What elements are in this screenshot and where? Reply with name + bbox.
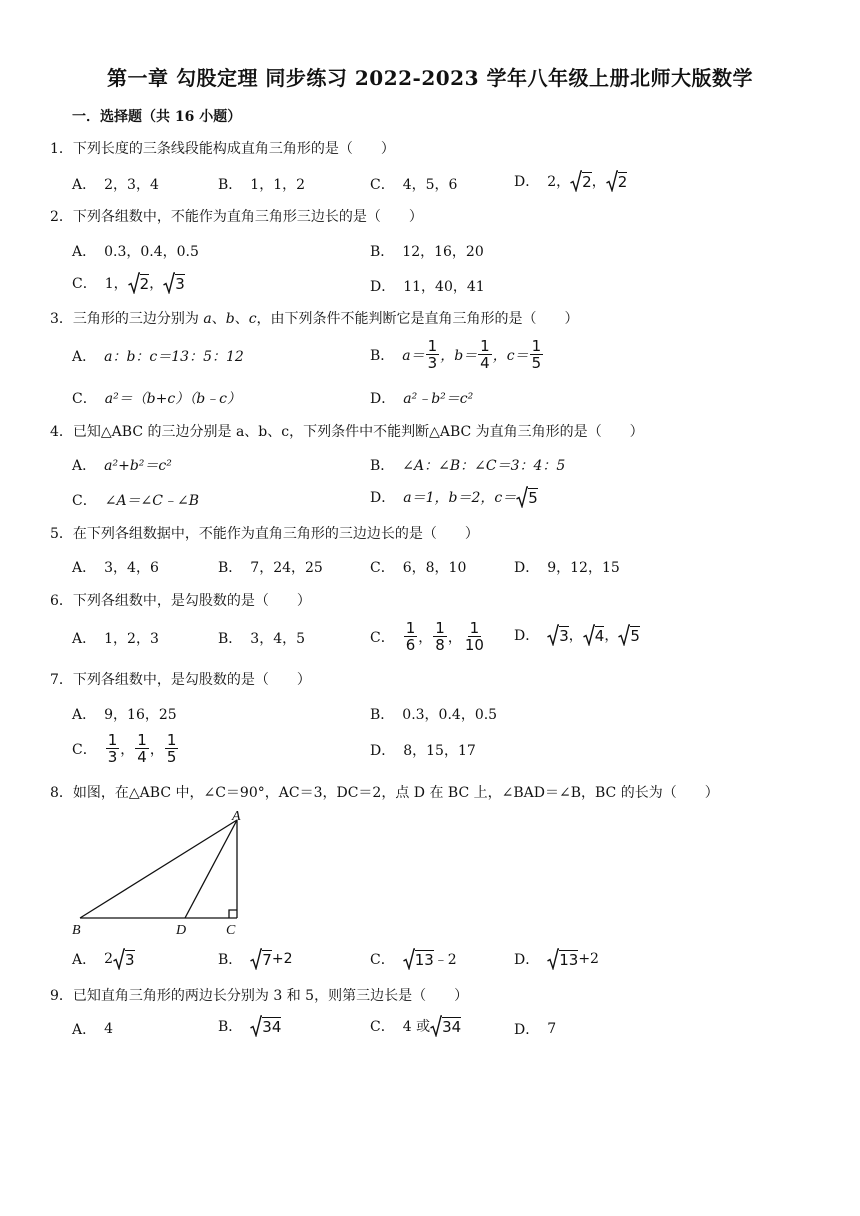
right-angle-mark <box>229 910 237 918</box>
point-label-c: C <box>226 923 236 938</box>
q4-option-d[interactable]: D． a＝1，b＝2，c＝ 5 <box>370 486 538 508</box>
fraction: $\frac{1}{4}$ <box>137 731 147 766</box>
q8-option-a[interactable]: A． 2 3 <box>72 948 135 970</box>
q1-option-b[interactable]: B． 1，1，2 <box>218 177 306 193</box>
radical-icon <box>606 170 618 192</box>
q6-option-a[interactable]: A． 1，2，3 <box>72 631 159 647</box>
q5-option-a[interactable]: A． 3，4，6 <box>72 560 159 576</box>
radical-icon <box>250 948 262 970</box>
radical-icon <box>547 948 559 970</box>
q6-option-b[interactable]: B． 3，4，5 <box>218 631 306 647</box>
radical-icon <box>618 624 630 646</box>
segment-ad <box>185 820 237 918</box>
q5-option-d[interactable]: D． 9，12，15 <box>514 560 620 576</box>
q8-option-d[interactable]: D． 13 +2 <box>514 948 599 970</box>
q3-option-d[interactable]: D． a²﹣b²＝c² <box>370 391 474 407</box>
q9-option-d[interactable]: D． 7 <box>514 1021 557 1038</box>
q6-option-c[interactable]: C． $\frac{1}{6}$ ， $\frac{1}{8}$ ， $\frac{1}{10}$ <box>370 619 484 654</box>
q3-option-b[interactable]: B． a＝ $\frac{1}{3}$ ，b＝ $\frac{1}{4}$ ，c＝ $\frac{1}{5}$ <box>370 337 542 372</box>
q1-option-c[interactable]: C． 4，5，6 <box>370 177 458 193</box>
radical-icon <box>547 624 559 646</box>
question-3: 3．三角形的三边分别为 a、b、c，由下列条件不能判断它是直角三角形的是（ ） <box>50 311 579 327</box>
radical-icon <box>250 1015 262 1037</box>
q6-option-d[interactable]: D． 3 ， 4 ， 5 <box>514 624 640 646</box>
q5-option-b[interactable]: B． 7，24，25 <box>218 560 323 576</box>
triangle-diagram <box>70 808 260 938</box>
question-5: 5．在下列各组数据中，不能作为直角三角形的三边边长的是（ ） <box>50 526 479 542</box>
q3-option-c[interactable]: C． a²＝（b+c）（b﹣c） <box>72 391 242 407</box>
point-label-b: B <box>72 923 81 938</box>
q9-option-c[interactable]: C． 4 或 34 <box>370 1015 461 1037</box>
question-7: 7．下列各组数中，是勾股数的是（ ） <box>50 672 311 688</box>
fraction: $\frac{1}{5}$ <box>531 337 542 372</box>
fraction: $\frac{1}{3}$ <box>107 731 118 766</box>
radical-icon <box>583 624 595 646</box>
question-4: 4．已知△ABC 的三边分别是 a、b、c，下列条件中不能判断△ABC 为直角三角形的是（ ） <box>50 424 644 440</box>
q2-option-b[interactable]: B． 12，16，20 <box>370 244 484 260</box>
q7-option-b[interactable]: B． 0.3，0.4，0.5 <box>370 707 498 723</box>
q9-option-b[interactable]: B． 34 <box>218 1015 281 1037</box>
q7-option-d[interactable]: D． 8，15，17 <box>370 743 476 759</box>
fraction: $\frac{1}{10}$ <box>464 619 484 654</box>
page-title: 第一章 勾股定理 同步练习 2022-2023 学年八年级上册北师大版数学 <box>107 66 753 90</box>
radical-icon <box>403 948 415 970</box>
radical-icon <box>163 272 175 294</box>
radical-icon <box>516 486 528 508</box>
question-8: 8．如图，在△ABC 中，∠C＝90°，AC＝3，DC＝2，点 D 在 BC 上，∠BAD＝∠B，BC 的长为（ ） <box>50 785 719 801</box>
q3-option-a[interactable]: A． a：b：c＝13：5：12 <box>72 349 244 365</box>
question-1: 1．下列长度的三条线段能构成直角三角形的是（ ） <box>50 141 395 157</box>
radical-icon <box>430 1015 442 1037</box>
fraction: $\frac{1}{5}$ <box>166 731 177 766</box>
fraction: $\frac{1}{3}$ <box>427 337 438 372</box>
question-2: 2．下列各组数中，不能作为直角三角形三边长的是（ ） <box>50 209 423 225</box>
q2-option-c[interactable]: C． 1， 2 ， 3 <box>72 272 185 294</box>
q2-option-d[interactable]: D． 11，40，41 <box>370 279 485 295</box>
q4-option-a[interactable]: A． a²+b²＝c² <box>72 458 172 474</box>
q4-option-b[interactable]: B． ∠A：∠B：∠C＝3：4：5 <box>370 458 566 474</box>
q7-option-c[interactable]: C． $\frac{1}{3}$ ， $\frac{1}{4}$ ， $\frac{1}{5}$ <box>72 731 177 766</box>
q4-option-c[interactable]: C． ∠A＝∠C﹣∠B <box>72 493 200 509</box>
q9-option-a[interactable]: A． 4 <box>72 1021 114 1038</box>
q2-option-a[interactable]: A． 0.3，0.4，0.5 <box>72 244 199 260</box>
q8-option-b[interactable]: B． 7 +2 <box>218 948 292 970</box>
radical-icon <box>113 948 125 970</box>
q8-option-c[interactable]: C． 13 ﹣2 <box>370 948 457 970</box>
q1-option-a[interactable]: A． 2，3，4 <box>72 177 159 193</box>
radical-icon <box>570 170 582 192</box>
section-heading: 一．选择题（共 16 小题） <box>72 109 242 125</box>
q1-option-d[interactable]: D． 2， 2 ， 2 <box>514 170 627 192</box>
q5-option-c[interactable]: C． 6，8，10 <box>370 560 467 576</box>
fraction: $\frac{1}{8}$ <box>435 619 445 654</box>
question-6: 6．下列各组数中，是勾股数的是（ ） <box>50 593 311 609</box>
fraction: $\frac{1}{4}$ <box>480 337 490 372</box>
q7-option-a[interactable]: A． 9，16，25 <box>72 707 177 723</box>
segment-ab <box>80 820 237 918</box>
radical-icon <box>128 272 140 294</box>
fraction: $\frac{1}{6}$ <box>405 619 416 654</box>
point-label-a: A <box>232 809 241 824</box>
point-label-d: D <box>176 923 187 938</box>
question-9: 9．已知直角三角形的两边长分别为 3 和 5，则第三边长是（ ） <box>50 988 469 1004</box>
